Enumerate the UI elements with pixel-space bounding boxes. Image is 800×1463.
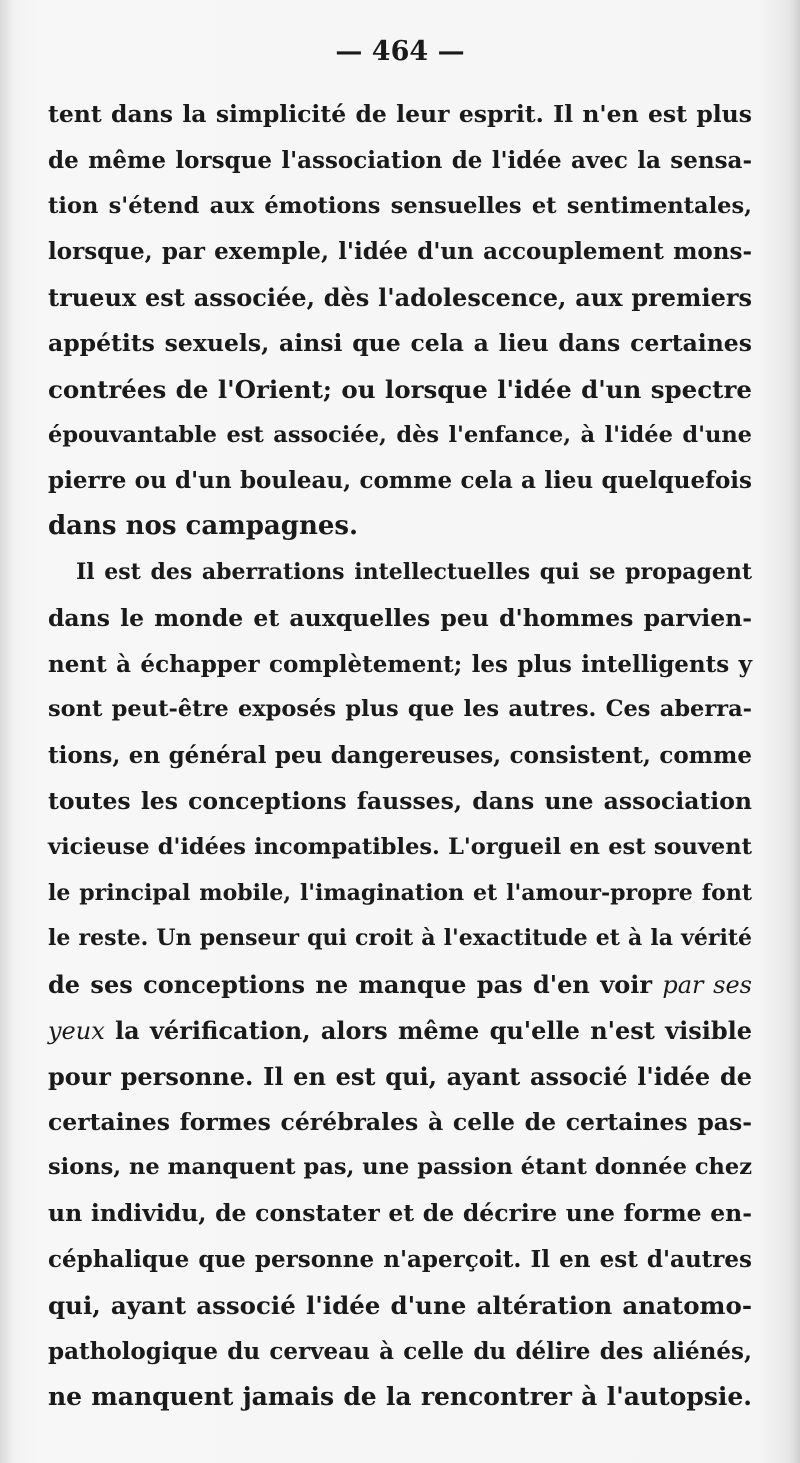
text-line: contrées de l'Orient; ou lorsque l'idée d'un spectre bbox=[48, 374, 752, 404]
text-line: Il est des aberrations intellectuelles qui se propagent bbox=[76, 558, 752, 585]
text-line: qui, ayant associé l'idée d'une altération anatomo- bbox=[48, 1290, 752, 1320]
text-segment: de ses conceptions ne manque pas d'en voir bbox=[48, 970, 652, 1000]
text-line: le reste. Un penseur qui croit à l'exactitude et à la vérité bbox=[48, 925, 752, 952]
text-line bbox=[48, 962, 752, 1008]
text-line: appétits sexuels, ainsi que cela a lieu dans certaines bbox=[48, 328, 752, 357]
text-line bbox=[48, 1008, 752, 1054]
text-line: dans le monde et auxquelles peu d'hommes parvien- bbox=[48, 603, 752, 632]
text-line: sont peut-être exposés plus que les autres. Ces aberra- bbox=[48, 696, 752, 723]
text-line: de même lorsque l'association de l'idée avec la sensa- bbox=[48, 146, 752, 174]
text-line: lorsque, par exemple, l'idée d'un accouplement mons- bbox=[48, 238, 752, 266]
text-line: certaines formes cérébrales à celle de certaines pas- bbox=[48, 1107, 752, 1136]
italic-phrase: par ses bbox=[662, 971, 752, 1000]
text-line: dans nos campagnes. bbox=[48, 511, 359, 542]
text-segment: la vérification, alors même qu'elle n'est visible bbox=[115, 1015, 752, 1045]
text-line: pierre ou d'un bouleau, comme cela a lieu quelquefois bbox=[48, 467, 752, 495]
text-line: épouvantable est associée, dès l'enfance, à l'idée d'une bbox=[48, 421, 752, 448]
text-line: nent à échapper complètement; les plus intelligents y bbox=[48, 650, 752, 678]
text-line: vicieuse d'idées incompatibles. L'orgueil en est souvent bbox=[48, 833, 752, 860]
text-line: tent dans la simplicité de leur esprit. Il n'en est plus bbox=[48, 100, 752, 128]
body-text bbox=[48, 92, 752, 1420]
text-line: pour personne. Il en est qui, ayant associé l'idée de bbox=[48, 1061, 752, 1091]
text-line: le principal mobile, l'imagination et l'amour-propre font bbox=[48, 879, 752, 906]
italic-phrase: yeux bbox=[48, 1016, 105, 1045]
text-line: ne manquent jamais de la rencontrer à l'autopsie. bbox=[48, 1382, 752, 1412]
text-line: tion s'étend aux émotions sensuelles et sentimentales, bbox=[48, 192, 752, 219]
text-line: tions, en général peu dangereuses, consistent, comme bbox=[48, 742, 752, 770]
text-line: sions, ne manquent pas, une passion étant donnée chez bbox=[48, 1154, 752, 1181]
page-number: — 464 — bbox=[335, 36, 465, 67]
text-line: trueux est associée, dès l'adolescence, aux premiers bbox=[48, 283, 752, 313]
text-line: toutes les conceptions fausses, dans une association bbox=[48, 786, 752, 815]
text-line: céphalique que personne n'aperçoit. Il en est d'autres bbox=[48, 1245, 752, 1273]
text-line: pathologique du cerveau à celle du délire des aliénés, bbox=[48, 1337, 752, 1365]
text-line: un individu, de constater et de décrire une forme en- bbox=[48, 1199, 752, 1228]
